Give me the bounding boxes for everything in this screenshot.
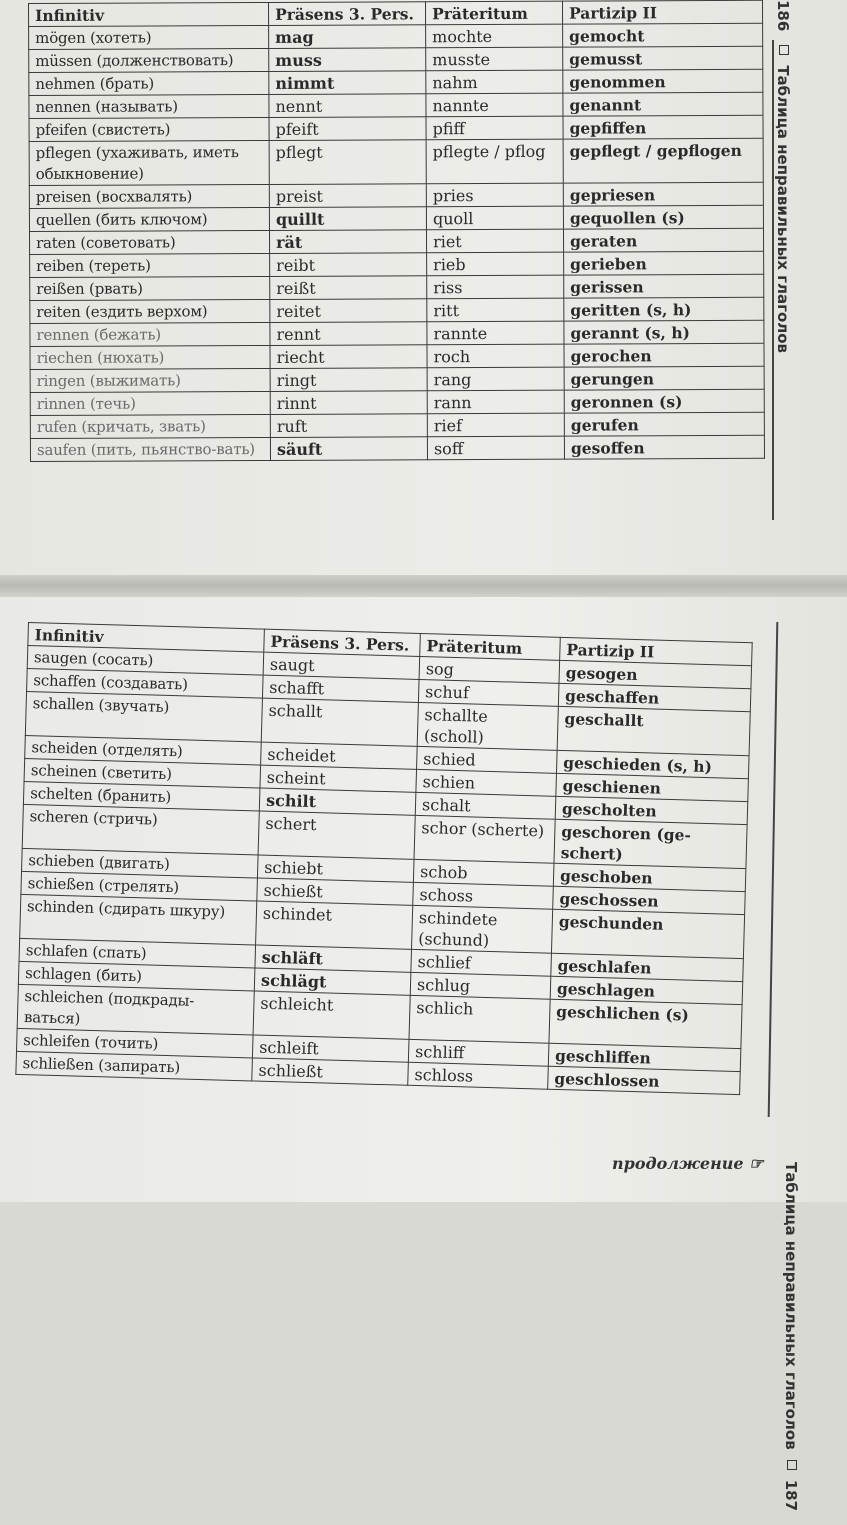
cell-partizip: gemusst (563, 46, 763, 70)
cell-infinitiv: schleifen (точить) (17, 1028, 254, 1058)
cell-infinitiv: mögen (хотеть) (29, 25, 269, 49)
cell-partizip: geschlichen (s) (549, 999, 742, 1048)
cell-praesens: ringt (270, 368, 427, 392)
cell-infinitiv: saufen (пить, пьянство-вать) (30, 437, 270, 461)
cell-infinitiv: pfeifen (свистеть) (29, 117, 269, 141)
running-title: Таблица неправильных глаголов (774, 65, 792, 354)
cell-partizip: gerieben (564, 251, 764, 275)
cell-praeteritum: schlief (411, 949, 552, 976)
cell-praeteritum: musste (426, 47, 563, 71)
table-row (29, 228, 763, 254)
cell-praesens: schießt (257, 878, 414, 905)
cell-infinitiv: ringen (выжимать) (30, 368, 270, 392)
table-row (30, 389, 764, 415)
cell-praesens: saugt (263, 652, 420, 679)
cell-partizip: geschlafen (551, 953, 744, 981)
cell-praesens: schafft (262, 675, 419, 702)
cell-praesens: reißt (270, 276, 427, 300)
table-row (29, 46, 763, 72)
cell-infinitiv: scheiden (отделять) (25, 735, 262, 765)
cell-partizip: gerufen (564, 412, 764, 436)
cell-infinitiv: raten (советовать) (29, 230, 269, 254)
cell-infinitiv: schlagen (бить) (18, 961, 255, 991)
cell-partizip: gesogen (559, 660, 752, 688)
table-header-row (29, 0, 763, 26)
cell-praeteritum: schoss (413, 882, 554, 909)
col-infinitiv: Infinitiv (28, 623, 265, 653)
cell-praesens: pfeift (269, 117, 426, 141)
cell-partizip: geschoben (553, 863, 746, 891)
running-header-top (774, 0, 792, 353)
cell-praesens: nimmt (269, 71, 426, 95)
cell-praesens: schlägt (254, 968, 411, 995)
table-row (30, 343, 764, 369)
cell-praeteritum: riet (426, 229, 563, 253)
cell-praeteritum: rann (427, 390, 564, 414)
cell-infinitiv: schelten (бранить) (23, 781, 260, 811)
cell-partizip: gescholten (555, 796, 748, 824)
cell-partizip: geschoren (ge-schert) (554, 819, 747, 868)
cell-partizip: gerissen (564, 274, 764, 298)
cell-praesens: schert (258, 811, 415, 859)
cell-praesens: schleicht (253, 991, 410, 1039)
cell-infinitiv: scheren (стричь) (22, 804, 259, 855)
table-row (29, 23, 763, 49)
table-row (30, 251, 764, 277)
cell-partizip: gequollen (s) (563, 205, 763, 229)
cell-praesens: ruft (270, 414, 427, 438)
cell-praeteritum: schliff (408, 1039, 549, 1066)
cell-praeteritum: schlich (409, 995, 550, 1043)
cell-infinitiv: müssen (долженствовать) (29, 48, 269, 72)
cell-infinitiv: saugen (сосать) (27, 646, 264, 676)
running-title: Таблица неправильных глаголов (782, 1162, 800, 1450)
table-row (30, 274, 764, 300)
cell-infinitiv: schleichen (подкрады-ваться) (17, 984, 254, 1035)
cell-praesens: schließt (252, 1058, 409, 1085)
cell-praesens: rinnt (270, 391, 427, 415)
cell-partizip: geschunden (551, 909, 744, 958)
cell-praeteritum: schlug (410, 972, 551, 999)
cell-partizip: geronnen (s) (564, 389, 764, 413)
cell-partizip: geschieden (s, h) (556, 750, 749, 778)
cell-infinitiv: quellen (бить ключом) (29, 207, 269, 231)
col-praeteritum: Präteritum (425, 1, 562, 25)
cell-praeteritum: pries (426, 183, 563, 207)
table-row (29, 138, 763, 185)
cell-infinitiv: reiben (тереть) (30, 253, 270, 277)
book-gutter (0, 575, 847, 597)
cell-infinitiv: schließen (запирать) (16, 1051, 253, 1081)
cell-praeteritum: schob (413, 859, 554, 886)
cell-praesens: riecht (270, 345, 427, 369)
cell-praesens: reibt (270, 253, 427, 277)
cell-praeteritum: schalt (415, 792, 556, 819)
cell-praeteritum: pfiff (426, 116, 563, 140)
cell-praeteritum: schien (416, 769, 557, 796)
cell-praesens: schiebt (257, 855, 414, 882)
cell-praesens: rät (269, 230, 426, 254)
cell-praeteritum: schallte (scholl) (417, 702, 558, 750)
cell-praesens: muss (269, 48, 426, 72)
cell-partizip: gerochen (564, 343, 764, 367)
cell-praeteritum: schloss (408, 1062, 549, 1089)
running-header-bottom (782, 1162, 800, 1525)
cell-praeteritum: schindete (schund) (412, 905, 553, 953)
verb-table-top (28, 0, 765, 462)
cell-praesens: quillt (269, 207, 426, 231)
cell-infinitiv: schaffen (создавать) (27, 668, 264, 698)
table-row (30, 412, 764, 438)
col-praeteritum: Präteritum (420, 633, 561, 660)
table-row (29, 205, 763, 231)
cell-praesens: scheidet (261, 742, 418, 769)
cell-praesens: scheint (260, 765, 417, 792)
col-infinitiv: Infinitiv (29, 2, 269, 26)
cell-praeteritum: rieb (427, 252, 564, 276)
cell-partizip: gepfiffen (563, 115, 763, 139)
cell-praesens: schindet (256, 901, 413, 949)
cell-praeteritum: rang (427, 367, 564, 391)
table-row (30, 435, 764, 461)
table-row (29, 115, 763, 141)
cell-partizip: genommen (563, 69, 763, 93)
cell-praesens: rennt (270, 322, 427, 346)
cell-praeteritum: pflegte / pflog (426, 139, 563, 184)
cell-praesens: schallt (261, 698, 418, 746)
table-row (29, 182, 763, 208)
cell-partizip: gesoffen (564, 435, 764, 459)
continuation-note: продолжение ☞ (612, 1154, 764, 1173)
verb-table-bottom (15, 622, 752, 1095)
cell-infinitiv: rennen (бежать) (30, 322, 270, 346)
cell-praesens: preist (269, 184, 426, 208)
cell-praesens: nennt (269, 94, 426, 118)
cell-praesens: pflegt (269, 140, 426, 185)
cell-partizip: geschliffen (548, 1043, 741, 1071)
col-partizip: Partizip II (562, 0, 762, 24)
page-number: 186 (774, 0, 792, 32)
cell-infinitiv: schießen (стрелять) (21, 871, 258, 901)
cell-praesens: schilt (259, 788, 416, 815)
table-row (30, 320, 764, 346)
cell-infinitiv: scheinen (светить) (24, 758, 261, 788)
cell-praesens: mag (269, 25, 426, 49)
cell-praeteritum: riss (427, 275, 564, 299)
verb-rows-top (29, 23, 765, 461)
cell-praeteritum: soff (427, 436, 564, 460)
verb-rows-bottom (16, 646, 752, 1095)
cell-infinitiv: schieben (двигать) (22, 848, 259, 878)
col-praesens: Präsens 3. Pers. (268, 2, 425, 26)
table-row (30, 297, 764, 323)
cell-partizip: geritten (s, h) (564, 297, 764, 321)
cell-praeteritum: schor (scherte) (414, 815, 555, 863)
table-row (30, 366, 764, 392)
cell-praeteritum: sog (419, 656, 560, 683)
table-row (29, 69, 763, 95)
cell-infinitiv: schinden (сдирать шкуру) (20, 894, 257, 945)
cell-partizip: gemocht (563, 23, 763, 47)
cell-praesens: schläft (255, 945, 412, 972)
square-bullet-icon (779, 45, 789, 55)
cell-infinitiv: rufen (кричать, звать) (30, 414, 270, 438)
col-partizip: Partizip II (560, 637, 753, 665)
cell-partizip: geschaffen (558, 683, 751, 711)
cell-praeteritum: rief (427, 413, 564, 437)
square-bullet-icon (787, 1460, 797, 1470)
page-number: 187 (782, 1479, 800, 1512)
cell-partizip: geschossen (553, 886, 746, 914)
cell-infinitiv: pflegen (ухаживать, иметь обыкновение) (29, 140, 269, 185)
cell-partizip: geschallt (557, 706, 750, 755)
cell-partizip: gerungen (564, 366, 764, 390)
cell-praeteritum: mochte (426, 24, 563, 48)
cell-partizip: gepriesen (563, 182, 763, 206)
cell-praeteritum: schuf (418, 679, 559, 706)
cell-praeteritum: nannte (426, 93, 563, 117)
cell-infinitiv: nennen (называть) (29, 94, 269, 118)
cell-praeteritum: schied (417, 746, 558, 773)
cell-infinitiv: reiten (ездить верхом) (30, 299, 270, 323)
cell-partizip: gerannt (s, h) (564, 320, 764, 344)
cell-infinitiv: rinnen (течь) (30, 391, 270, 415)
cell-partizip: geraten (563, 228, 763, 252)
cell-infinitiv: schlafen (спать) (19, 938, 256, 968)
col-praesens: Präsens 3. Pers. (264, 629, 421, 656)
cell-partizip: gepflegt / gepflogen (563, 138, 763, 183)
cell-praeteritum: quoll (426, 206, 563, 230)
cell-infinitiv: reißen (рвать) (30, 276, 270, 300)
cell-praesens: reitet (270, 299, 427, 323)
cell-partizip: geschlagen (550, 976, 743, 1004)
cell-praeteritum: rannte (427, 321, 564, 345)
cell-praeteritum: ritt (427, 298, 564, 322)
cell-praeteritum: nahm (426, 70, 563, 94)
cell-praesens: säuft (270, 437, 427, 461)
cell-infinitiv: riechen (нюхать) (30, 345, 270, 369)
cell-partizip: geschienen (556, 773, 749, 801)
cell-praesens: schleift (252, 1035, 409, 1062)
cell-partizip: genannt (563, 92, 763, 116)
cell-infinitiv: nehmen (брать) (29, 71, 269, 95)
cell-infinitiv: schallen (звучать) (25, 691, 262, 742)
cell-infinitiv: preisen (восхвалять) (29, 184, 269, 208)
cell-praeteritum: roch (427, 344, 564, 368)
cell-partizip: geschlossen (548, 1066, 741, 1094)
table-row (29, 92, 763, 118)
